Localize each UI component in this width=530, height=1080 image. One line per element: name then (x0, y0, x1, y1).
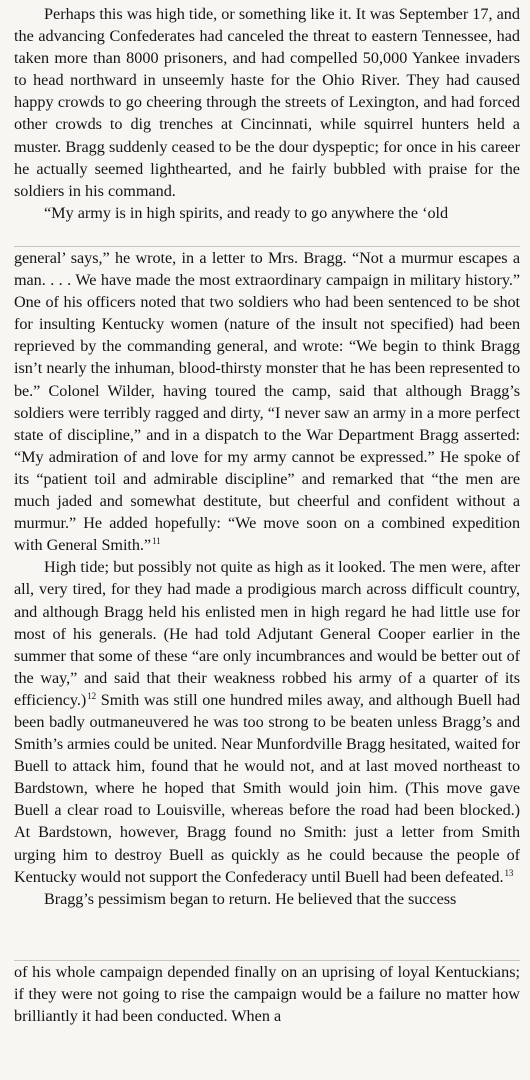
paragraph-text-continued: Smith was still one hundred miles away, and although Buell had been badly outmaneuvered he was too strong to be beaten unless Bragg’s and Smith’s armies could be united. Near Munfordville Bragg hesitated, waited for Buell to attack him, found that he would not, and at last moved northeast to Bardstown, where he hoped that Smith would join him. (This move gave Buell a clear road to Louisville, whereas before the road had been blocked.) At Bardstown, however, Bragg found no Smith: just a letter from Smith urging him to destroy Buell as quickly as he could because the people of Kentucky would not support the Confederacy until Buell had been defeated. (14, 690, 520, 886)
paragraph-text: “My army is in high spirits, and ready to go anywhere the ‘old (44, 203, 449, 222)
paragraph-text: High tide; but possibly not quite as high as it looked. The men were, after all, very tired, for they had made a prodigious march across difficult country, and although Bragg held his enlisted men in high regard he had little use for most of his generals. (He had told Adjutant General Cooper earlier in the summer that some of these “are only incumbrances and would be better out of the way,” and said that their weakness robbed his army of a quarter of its efficiency.) (14, 558, 520, 709)
page-segment-1 (14, 3, 520, 246)
paragraph-text: Perhaps this was high tide, or something like it. It was September 17, and the advancing Confederates had canceled the threat to eastern Tennessee, had taken more than 8000 prisoners, and had compelled 50,000 Yankee invaders to head northward in unseemly haste for the Ohio River. They had caused happy crowds to go cheering through the streets of Lexington, and had forced other crowds to dig trenches at Cincinnati, while squirrel hunters held a muster. Bragg suddenly ceased to be the dour dyspeptic; for once in his career he actually seemed lighthearted, and he fairly bubbled with praise for the soldiers in his command. (14, 5, 520, 200)
paragraph-text: general’ says,” he wrote, in a letter to Mrs. Bragg. “Not a murmur escapes a man. . . . We have made the most extraordinary campaign in military history.” One of his officers noted that two soldiers who had been sentenced to be shot for insulting Kentucky women (nature of the insult not specified) had been reprieved by the commanding general, and wrote: “We begin to think Bragg isn’t nearly the inhuman, blood-thirsty monster that he has been represented to be.” Colonel Wilder, having toured the camp, said that although Bragg’s soldiers were terribly ragged and dirty, “I never saw an army in a more perfect state of discipline,” and in a dispatch to the War Department Bragg asserted: “My admiration of and love for my army cannot be expressed.” He spoke of its “patient toil and admirable discipline” and remarked that “the men are much jaded and somewhat destitute, but cheerful and confident without a murmur.” He added hopefully: “We move soon on a combined expedition with General Smith.” (14, 249, 520, 555)
paragraph-army-spirits-start (14, 202, 520, 224)
paragraph-text: Bragg’s pessimism began to return. He believed that the success (44, 889, 457, 908)
page-segment-2 (14, 246, 520, 960)
footnote-ref-13: 13 (504, 867, 514, 878)
paragraph-text: of his whole campaign depended finally on an uprising of loyal Kentuckians; if they were not going to rise the campaign would be a failure no matter how brilliantly it had been conducted. When a (14, 963, 520, 1026)
paragraph-pessimism-cont (14, 961, 520, 1027)
paragraph-army-spirits-cont (14, 247, 520, 556)
paragraph-high-tide-possibly (14, 556, 520, 887)
page-segment-3 (14, 960, 520, 1080)
paragraph-pessimism (14, 888, 520, 910)
paragraph-high-tide (14, 3, 520, 202)
footnote-ref-11: 11 (152, 536, 161, 547)
footnote-ref-12: 12 (87, 690, 97, 701)
